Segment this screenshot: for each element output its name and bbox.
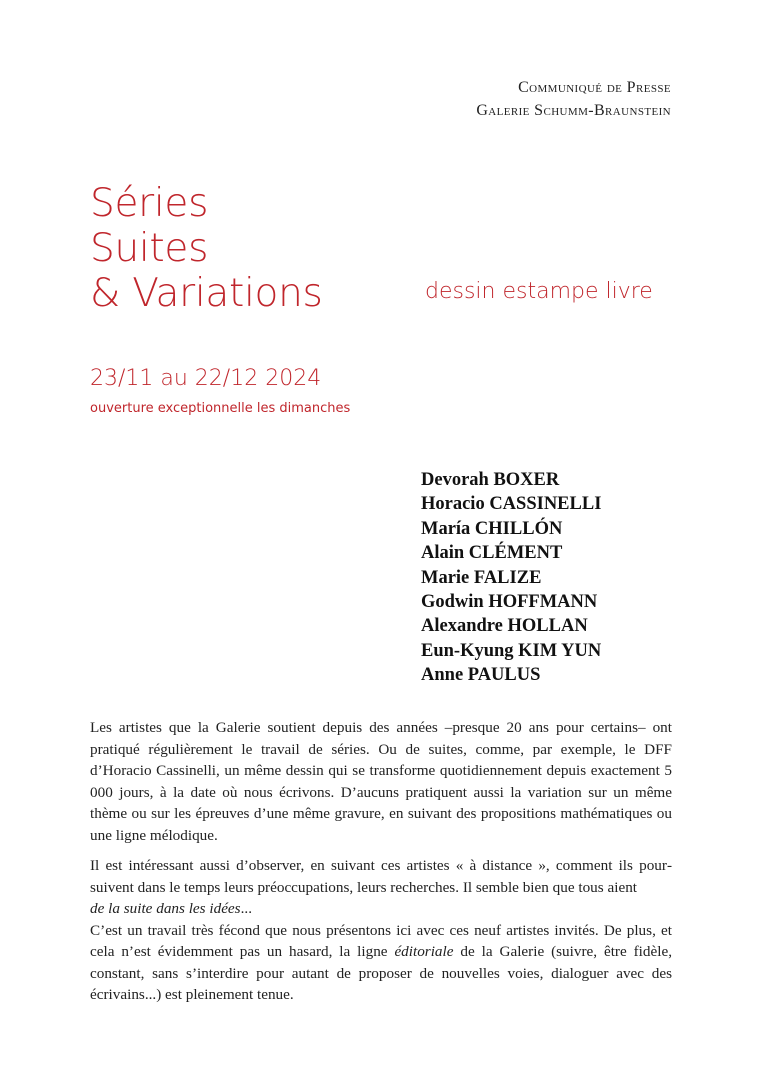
title-line-3: & Variations — [90, 271, 323, 316]
header-line-gallery-name: Galerie Schumm-Braunstein — [476, 102, 671, 119]
artist-name: Horacio CASSINELLI — [421, 494, 602, 515]
artist-name: María CHILLÓN — [421, 518, 563, 539]
body-paragraph-3 — [90, 920, 672, 1006]
body-paragraph-2-ellipsis: ... — [240, 900, 252, 917]
body-paragraph-2 — [90, 855, 672, 920]
artist-list — [421, 468, 601, 688]
press-release-body — [90, 717, 672, 1006]
title-line-2: Suites — [90, 226, 209, 271]
body-paragraph-2-italic: de la suite dans les idées — [90, 900, 241, 917]
body-paragraph-3-text-b: de la Galerie (suivre, être fidèle, constant, sans s’interdire pour autant de proposer de nouvelles voies, dialoguer avec des écrivains...) est pleinement tenue. — [90, 943, 672, 1003]
exhibition-title — [90, 181, 323, 316]
body-paragraph-3-text-a: C’est un travail très fécond que nous présentons ici avec ces neuf artistes invités. De plus, et cela n’est évidemment pas un hasard, la ligne — [90, 921, 672, 960]
exhibition-dates: 23/11 au 22/12 2024 — [90, 366, 322, 391]
artist-name: Alexandre HOLLAN — [421, 616, 588, 637]
body-paragraph-3-italic: éditoriale — [394, 943, 454, 960]
exhibition-subtitle: dessin estampe livre — [425, 279, 653, 304]
header-line-press-release: Communiqué de Presse — [518, 79, 671, 96]
artist-name: Marie FALIZE — [421, 567, 542, 588]
artist-name: Godwin HOFFMANN — [421, 592, 598, 613]
opening-note: ouverture exceptionnelle les dimanches — [90, 401, 351, 416]
title-line-1: Séries — [90, 181, 209, 226]
artist-name: Alain CLÉMENT — [421, 543, 563, 564]
artist-name: Eun-Kyung KIM YUN — [421, 640, 602, 661]
artist-name: Devorah BOXER — [421, 470, 560, 490]
body-paragraph-2-text: Il est intéressant aussi d’observer, en suivant ces artistes « à distance », comment ils poursuivent dans le temps leurs préoccupations, leurs recherches. Il semble bien que tous aient — [90, 857, 672, 896]
body-paragraph-1: Les artistes que la Galerie soutient depuis des années –presque 20 ans pour certains– ont pratiqué régulièrement le travail de séries. Ou de suites, comme, par exemple, le DFF d’Horacio Cassinelli, un même dessin qui se transforme quotidiennement depuis exactement 5 000 jours, à la date où nous écrivons. D’aucuns pratiquent aussi la variation sur un même thème ou sur les épreuves d’une même gravure, en suivant des propositions mathématiques ou une ligne mélodique. — [90, 719, 672, 844]
artist-name: Anne PAULUS — [421, 665, 541, 686]
press-release-header — [476, 76, 671, 122]
